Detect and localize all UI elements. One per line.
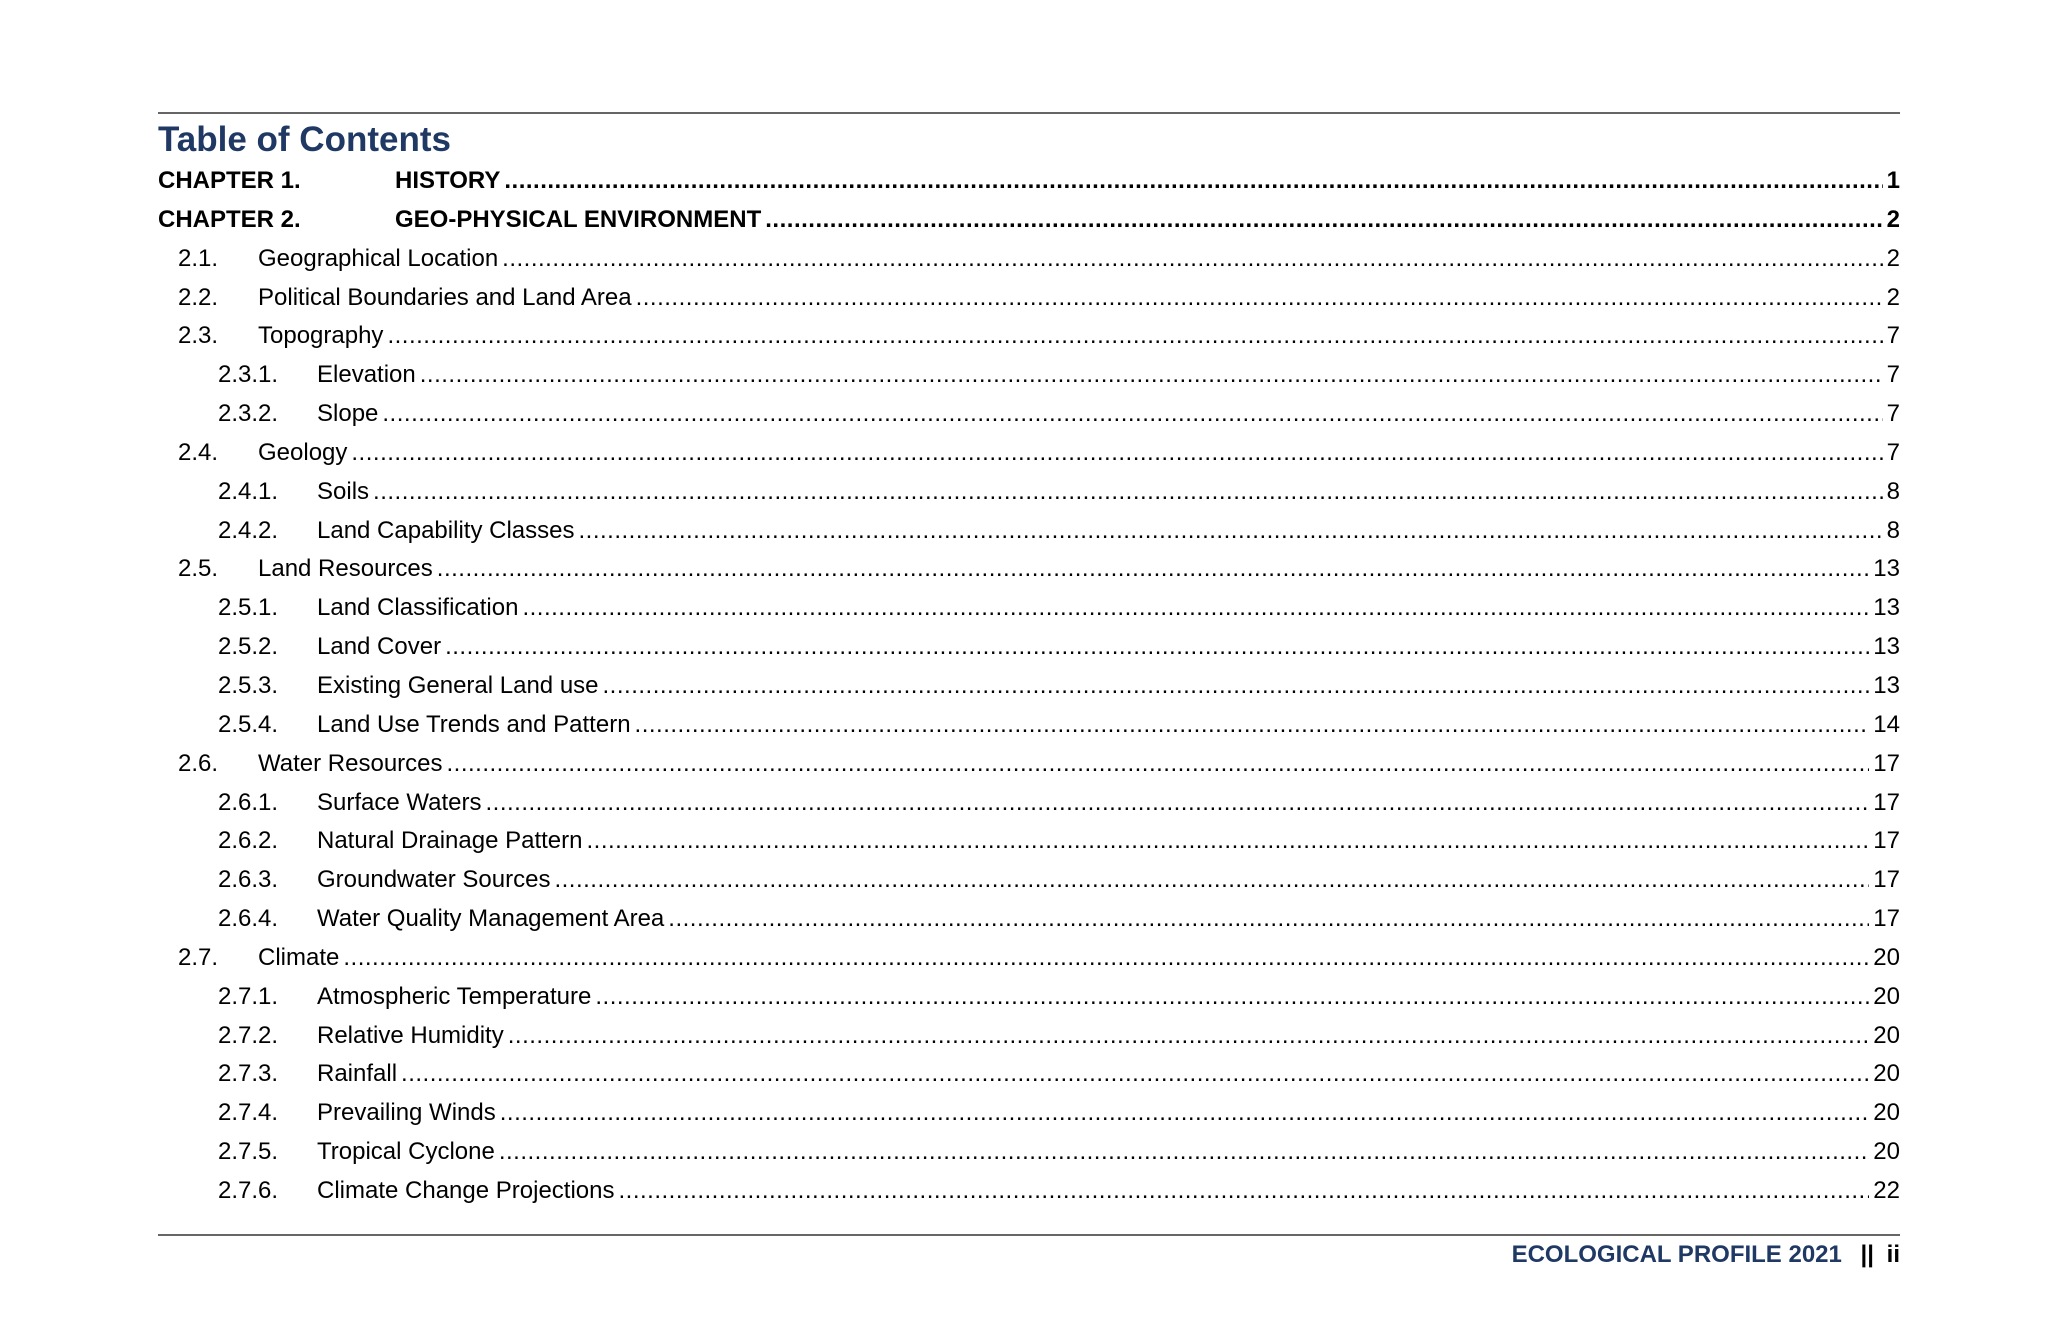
toc-dot-leader: [499, 1133, 1869, 1172]
toc-dot-leader: [401, 1055, 1869, 1094]
footer-brand: ECOLOGICAL PROFILE 2021: [1511, 1241, 1842, 1268]
toc-entry-page[interactable]: 2: [1886, 205, 1900, 233]
toc-entry-page[interactable]: 20: [1873, 1021, 1900, 1049]
page-footer: [1512, 1237, 1900, 1273]
toc-entry-number: 2.6.4.: [218, 905, 279, 933]
toc-entry[interactable]: [158, 279, 1900, 318]
toc-entry[interactable]: [158, 1172, 1900, 1211]
toc-entry[interactable]: [158, 201, 1900, 240]
toc-entry-label[interactable]: Natural Drainage Pattern: [317, 827, 583, 855]
toc-dot-leader: [618, 1172, 1869, 1211]
toc-entry[interactable]: [158, 900, 1900, 939]
toc-dot-leader: [373, 473, 1883, 512]
footer-divider: [158, 1234, 1900, 1236]
toc-entry-page[interactable]: 7: [1886, 438, 1900, 466]
toc-entry-label[interactable]: Groundwater Sources: [317, 866, 551, 894]
toc-entry-number: 2.7.4.: [218, 1099, 279, 1127]
toc-entry[interactable]: [158, 473, 1900, 512]
toc-dot-leader: [595, 978, 1869, 1017]
toc-entry-page[interactable]: 17: [1873, 827, 1900, 855]
toc-entry-label[interactable]: Land Classification: [317, 594, 519, 622]
toc-entry[interactable]: [158, 822, 1900, 861]
toc-dot-leader: [500, 1094, 1870, 1133]
toc-entry[interactable]: [158, 745, 1900, 784]
toc-entry[interactable]: [158, 861, 1900, 900]
toc-entry-label[interactable]: Climate Change Projections: [317, 1176, 615, 1204]
footer-page-number: ii: [1886, 1241, 1900, 1268]
toc-entry-page[interactable]: 17: [1873, 749, 1900, 777]
toc-dot-leader: [486, 784, 1870, 823]
toc-entry-label[interactable]: Geology: [258, 438, 348, 466]
toc-entry-page[interactable]: 2: [1886, 244, 1900, 272]
toc-dot-leader: [387, 317, 1882, 356]
toc-entry-page[interactable]: 8: [1886, 516, 1900, 544]
toc-entry-label[interactable]: Prevailing Winds: [317, 1099, 496, 1127]
footer-separator: ||: [1860, 1241, 1874, 1268]
toc-entry-label[interactable]: HISTORY: [395, 167, 501, 194]
toc-dot-leader: [522, 589, 1869, 628]
toc-entry-number: 2.7.: [178, 943, 219, 971]
toc-entry-number: 2.3.1.: [218, 361, 279, 389]
toc-entry-page[interactable]: 20: [1873, 943, 1900, 971]
toc-entry[interactable]: [158, 706, 1900, 745]
toc-entry-label[interactable]: Water Resources: [258, 749, 443, 777]
toc-entry-number: 2.6.1.: [218, 788, 279, 816]
toc-entry-page[interactable]: 22: [1873, 1176, 1900, 1204]
toc-entry-label[interactable]: Soils: [317, 477, 370, 505]
toc-dot-leader: [445, 628, 1869, 667]
toc-dot-leader: [382, 395, 1882, 434]
toc-entry-number: 2.6.2.: [218, 827, 279, 855]
toc-entry-page[interactable]: 13: [1873, 633, 1900, 661]
page-title: Table of Contents: [158, 120, 451, 159]
toc-entry-number: 2.3.2.: [218, 400, 279, 428]
toc-entry-number: 2.6.: [178, 749, 219, 777]
toc-entry[interactable]: [158, 512, 1900, 551]
toc-entry[interactable]: [158, 978, 1900, 1017]
toc-entry-page[interactable]: 13: [1873, 555, 1900, 583]
toc-entry-label[interactable]: Climate: [258, 943, 340, 971]
toc-entry[interactable]: [158, 240, 1900, 279]
toc-entry-number: CHAPTER 1.: [158, 167, 301, 194]
toc-entry-number: 2.5.: [178, 555, 219, 583]
toc-dot-leader: [504, 162, 1882, 201]
toc-entry-label[interactable]: Political Boundaries and Land Area: [258, 283, 632, 311]
toc-dot-leader: [508, 1017, 1870, 1056]
toc-entry-label[interactable]: Rainfall: [317, 1060, 398, 1088]
toc-dot-leader: [554, 861, 1869, 900]
toc-entry-page[interactable]: 20: [1873, 1138, 1900, 1166]
toc-entry-label[interactable]: Land Resources: [258, 555, 433, 583]
toc-dot-leader: [765, 201, 1882, 240]
toc-entry-number: 2.7.5.: [218, 1138, 279, 1166]
toc-entry[interactable]: [158, 1055, 1900, 1094]
toc-entry-page[interactable]: 13: [1873, 594, 1900, 622]
toc-dot-leader: [447, 745, 1870, 784]
toc-entry-label[interactable]: Atmospheric Temperature: [317, 982, 592, 1010]
toc-dot-leader: [636, 279, 1883, 318]
toc-entry[interactable]: [158, 667, 1900, 706]
toc-entry[interactable]: [158, 628, 1900, 667]
toc-dot-leader: [668, 900, 1869, 939]
toc-entry-page[interactable]: 2: [1886, 283, 1900, 311]
toc-entry-label[interactable]: Land Cover: [317, 633, 442, 661]
toc-entry-number: 2.4.2.: [218, 516, 279, 544]
toc-entry-number: 2.3.: [178, 322, 219, 350]
toc-entry-number: CHAPTER 2.: [158, 205, 301, 233]
toc-entry-label[interactable]: Land Use Trends and Pattern: [317, 710, 631, 738]
toc-entry-page[interactable]: 20: [1873, 982, 1900, 1010]
toc-list: [158, 162, 1900, 1211]
toc-dot-leader: [635, 706, 1870, 745]
toc-entry-number: 2.5.1.: [218, 594, 279, 622]
toc-entry-page[interactable]: 20: [1873, 1099, 1900, 1127]
toc-entry-page[interactable]: 17: [1873, 788, 1900, 816]
toc-entry[interactable]: [158, 434, 1900, 473]
toc-entry-label[interactable]: Elevation: [317, 361, 416, 389]
toc-dot-leader: [351, 434, 1882, 473]
toc-entry[interactable]: [158, 1133, 1900, 1172]
toc-page: [158, 112, 1900, 1211]
toc-dot-leader: [420, 356, 1883, 395]
toc-entry-page[interactable]: 7: [1886, 400, 1900, 428]
toc-entry-number: 2.7.2.: [218, 1021, 279, 1049]
toc-entry[interactable]: [158, 1094, 1900, 1133]
toc-entry-page[interactable]: 8: [1886, 477, 1900, 505]
toc-entry-label[interactable]: Topography: [258, 322, 384, 350]
toc-entry-number: 2.4.: [178, 438, 219, 466]
toc-entry-label[interactable]: Existing General Land use: [317, 671, 599, 699]
toc-entry[interactable]: [158, 939, 1900, 978]
toc-entry[interactable]: [158, 317, 1900, 356]
toc-entry-number: 2.5.3.: [218, 671, 279, 699]
toc-entry-page[interactable]: 7: [1886, 361, 1900, 389]
toc-dot-leader: [586, 822, 1869, 861]
toc-entry[interactable]: [158, 589, 1900, 628]
toc-entry[interactable]: [158, 784, 1900, 823]
toc-entry-number: 2.5.4.: [218, 710, 279, 738]
toc-entry-label[interactable]: GEO-PHYSICAL ENVIRONMENT: [395, 205, 762, 233]
toc-entry-label[interactable]: Tropical Cyclone: [317, 1138, 495, 1166]
toc-entry[interactable]: [158, 395, 1900, 434]
toc-entry-number: 2.5.2.: [218, 633, 279, 661]
toc-entry[interactable]: [158, 356, 1900, 395]
toc-entry[interactable]: [158, 550, 1900, 589]
toc-entry-page[interactable]: 14: [1873, 710, 1900, 738]
toc-entry-number: 2.4.1.: [218, 477, 279, 505]
toc-entry-label[interactable]: Land Capability Classes: [317, 516, 575, 544]
toc-entry-label[interactable]: Water Quality Management Area: [317, 905, 665, 933]
toc-entry-number: 2.6.3.: [218, 866, 279, 894]
toc-entry[interactable]: [158, 1017, 1900, 1056]
toc-dot-leader: [578, 512, 1882, 551]
toc-entry-label[interactable]: Relative Humidity: [317, 1021, 504, 1049]
toc-entry-number: 2.7.3.: [218, 1060, 279, 1088]
toc-entry-label[interactable]: Geographical Location: [258, 244, 499, 272]
toc-entry-label[interactable]: Slope: [317, 400, 379, 428]
toc-entry-page[interactable]: 13: [1873, 671, 1900, 699]
toc-entry-number: 2.2.: [178, 283, 219, 311]
toc-dot-leader: [437, 550, 1870, 589]
toc-entry-number: 2.1.: [178, 244, 219, 272]
toc-entry-page[interactable]: 7: [1886, 322, 1900, 350]
toc-entry-page[interactable]: 1: [1886, 167, 1900, 194]
toc-dot-leader: [502, 240, 1882, 279]
toc-dot-leader: [343, 939, 1869, 978]
toc-dot-leader: [603, 667, 1870, 706]
toc-entry-page[interactable]: 20: [1873, 1060, 1900, 1088]
top-divider: [158, 112, 1900, 114]
toc-entry[interactable]: [158, 162, 1900, 201]
toc-entry-number: 2.7.6.: [218, 1176, 279, 1204]
toc-entry-number: 2.7.1.: [218, 982, 279, 1010]
toc-entry-label[interactable]: Surface Waters: [317, 788, 482, 816]
toc-entry-page[interactable]: 17: [1873, 866, 1900, 894]
toc-entry-page[interactable]: 17: [1873, 905, 1900, 933]
